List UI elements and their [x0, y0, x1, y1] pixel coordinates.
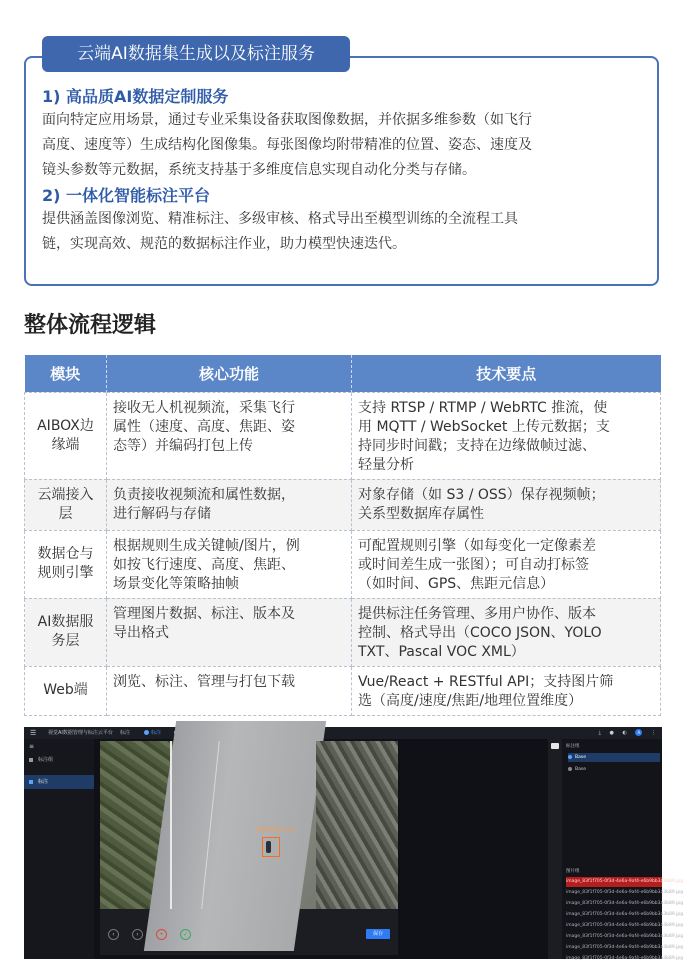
sidebar-item-annotation-group[interactable]: [24, 753, 94, 767]
tech-cell: [352, 530, 661, 598]
cell-line: 浏览、标注、管理与打包下载: [113, 673, 295, 690]
image-list-item[interactable]: image_83f1f705-0f3d-4e6a-9af4-e6b9bb3a3b89.jpg: [566, 912, 684, 917]
more-icon[interactable]: ⋮: [651, 730, 656, 736]
cell-line: TXT、Pascal VOC XML）: [358, 643, 525, 660]
module-cell: [25, 479, 107, 530]
section-1-line: 高度、速度等）生成结构化图像集。每张图像均附带精准的位置、姿态、速度及: [42, 137, 532, 153]
table-row: [25, 598, 661, 666]
module-cell: [25, 392, 107, 479]
image-list-item[interactable]: image_83f1f705-0f3d-4e6a-9af4-e6b9bb3a3b89.jpg: [566, 877, 662, 887]
tag-label: Base: [575, 767, 586, 772]
tech-cell: [352, 666, 661, 715]
section-title-2: 2) 一体化智能标注平台: [42, 186, 211, 205]
function-cell: [107, 530, 352, 598]
image-list-item[interactable]: image_83f1f705-0f3d-4e6a-9af4-e6b9bb3a3b89.jpg: [566, 923, 684, 928]
cell-line: 导出格式: [113, 624, 169, 641]
label-group-title: 标注组: [566, 744, 580, 749]
dot-icon: [568, 767, 572, 771]
app-top-bar: [24, 727, 662, 739]
image-list-title: 图片组: [566, 869, 580, 874]
road-edge: [170, 741, 172, 909]
sidebar-item-label: 标注组: [38, 757, 54, 763]
dot-icon: [568, 755, 572, 759]
module-cell: [25, 530, 107, 598]
cell-line: 对象存储（如 S3 / OSS）保存视频帧；: [358, 486, 605, 503]
module-cell: [25, 666, 107, 715]
cell-line: 层: [58, 505, 73, 522]
table-row: [25, 530, 661, 598]
dot-icon: [144, 730, 149, 735]
canvas-controls: [100, 913, 398, 955]
section-1-line: 镜头参数等元数据，系统支持基于多维度信息实现自动化分类与存储。: [42, 162, 476, 178]
function-cell: [107, 479, 352, 530]
service-tab-title: 云端AI数据集生成以及标注服务: [42, 36, 350, 72]
dark-mode-icon[interactable]: ◐: [622, 730, 627, 736]
function-cell: [107, 392, 352, 479]
download-icon[interactable]: ⤓: [598, 730, 601, 736]
section-body-2: [42, 207, 642, 257]
square-icon: [29, 780, 33, 784]
flow-table: [24, 355, 661, 716]
cell-line: 控制、格式导出（COCO JSON、YOLO: [358, 624, 602, 641]
function-cell: [107, 666, 352, 715]
cell-line: 务层: [51, 633, 80, 649]
module-cell: [25, 598, 107, 666]
flow-heading: 整体流程逻辑: [24, 313, 157, 338]
nav-annotate[interactable]: 标注: [120, 730, 131, 736]
table-row: [25, 479, 661, 530]
cell-line: AIBOX边: [37, 417, 94, 434]
cell-line: 态等）并编码打包上传: [113, 437, 253, 454]
sidebar-item-annotation[interactable]: [24, 775, 94, 789]
cell-line: 根据规则生成关键帧/图片，例: [113, 537, 300, 554]
tag-item[interactable]: [568, 753, 660, 762]
tab-annotate[interactable]: [144, 727, 161, 739]
next-icon[interactable]: ›: [132, 929, 143, 940]
app-sidebar: [24, 739, 94, 959]
cell-line: 支持 RTSP / RTMP / WebRTC 推流，使: [358, 399, 608, 416]
tab-label: 标注: [151, 730, 162, 736]
cell-line: 选（高度/速度/焦距/地理位置维度）: [358, 692, 583, 709]
header-function: 核心功能: [107, 355, 352, 392]
cell-line: Web端: [43, 682, 88, 698]
cell-line: （如时间、GPS、焦距元信息）: [358, 575, 555, 592]
cell-line: 数据仓与: [37, 546, 94, 562]
section-1-line: 面向特定应用场景，通过专业采集设备获取图像数据，并依据多维参数（如飞行: [42, 112, 532, 128]
app-title: 视觉AI数据管理与标注云平台: [48, 730, 113, 736]
folder-icon[interactable]: [551, 743, 559, 749]
square-icon: [29, 758, 33, 762]
save-button[interactable]: 保存: [366, 929, 390, 939]
cell-line: 云端接入: [37, 486, 94, 503]
grass-right: [316, 741, 398, 909]
filter-icon[interactable]: ≡: [29, 743, 35, 750]
function-cell: [107, 598, 352, 666]
section-2-line: 提供涵盖图像浏览、精准标注、多级审核、格式导出至模型训练的全流程工具: [42, 211, 518, 227]
avatar[interactable]: A: [635, 729, 642, 736]
folder-strip: [548, 739, 562, 959]
tech-cell: [352, 598, 661, 666]
cell-line: 场景变化等策略抽帧: [113, 575, 239, 592]
bounding-box[interactable]: [262, 837, 280, 857]
prev-icon[interactable]: ‹: [108, 929, 119, 940]
cell-line: 管理图片数据、标注、版本及: [113, 605, 295, 622]
cell-line: 如按飞行速度、高度、焦距、: [113, 556, 295, 573]
service-content: [42, 86, 642, 257]
bounding-box-label: XINGREN 68.1%: [255, 827, 296, 833]
image-list-item[interactable]: image_83f1f705-0f3d-4e6a-9af4-e6b9bb3a3b89.jpg: [566, 956, 684, 961]
cell-line: 提供标注任务管理、多用户协作、版本: [358, 605, 596, 622]
cell-line: AI数据服: [37, 614, 94, 630]
cell-line: 规则引擎: [37, 565, 94, 581]
annotation-app-screenshot: [24, 727, 684, 961]
cell-line: 进行解码与存储: [113, 505, 211, 522]
tech-cell: [352, 392, 661, 479]
cell-line: 用 MQTT / WebSocket 上传元数据；支: [358, 418, 610, 435]
cell-line: 关系型数据库存属性: [358, 505, 484, 522]
table-row: [25, 666, 661, 715]
sidebar-item-label: 标注: [38, 779, 49, 785]
section-body-1: [42, 108, 642, 183]
cell-line: Vue/React + RESTful API；支持图片筛: [358, 673, 614, 690]
app-right-panel: [548, 739, 684, 961]
tech-cell: [352, 479, 661, 530]
app-canvas-area: [100, 741, 398, 955]
cell-line: 持同步时间戳；支持在边缘做帧过滤、: [358, 437, 596, 454]
tag-label: Base: [575, 755, 586, 760]
cell-line: 轻量分析: [358, 456, 414, 473]
image-list-item[interactable]: image_83f1f705-0f3d-4e6a-9af4-e6b9bb3a3b89.jpg: [566, 901, 684, 906]
tag-item[interactable]: [568, 765, 660, 774]
image-list-item[interactable]: image_83f1f705-0f3d-4e6a-9af4-e6b9bb3a3b89.jpg: [566, 934, 684, 939]
cell-line: 可配置规则引擎（如每变化一定像素差: [358, 537, 596, 554]
section-title-1: 1) 高品质AI数据定制服务: [42, 87, 229, 106]
bell-icon[interactable]: ●: [609, 730, 614, 736]
table-row: [25, 392, 661, 479]
cell-line: 或时间差生成一张图）；可自动打标签: [358, 556, 589, 573]
aerial-image[interactable]: [100, 741, 398, 909]
record-icon[interactable]: •: [156, 929, 167, 940]
header-tech: 技术要点: [352, 355, 661, 392]
check-icon[interactable]: ✓: [180, 929, 191, 940]
header-module: 模块: [25, 355, 107, 392]
section-2-line: 链，实现高效、规范的数据标注作业，助力模型快速迭代。: [42, 236, 406, 252]
image-list-item[interactable]: image_83f1f705-0f3d-4e6a-9af4-e6b9bb3a3b89.jpg: [566, 890, 684, 895]
cell-line: 接收无人机视频流，采集飞行: [113, 399, 295, 416]
cell-line: 缘端: [51, 436, 80, 453]
image-list-item[interactable]: image_83f1f705-0f3d-4e6a-9af4-e6b9bb3a3b89.jpg: [566, 945, 684, 950]
top-icons: [592, 727, 656, 739]
table-header-row: [25, 355, 661, 392]
cell-line: 属性（速度、高度、焦距、姿: [113, 418, 295, 435]
cell-line: 负责接收视频流和属性数据，: [113, 486, 295, 503]
menu-icon[interactable]: ☰: [30, 729, 37, 737]
